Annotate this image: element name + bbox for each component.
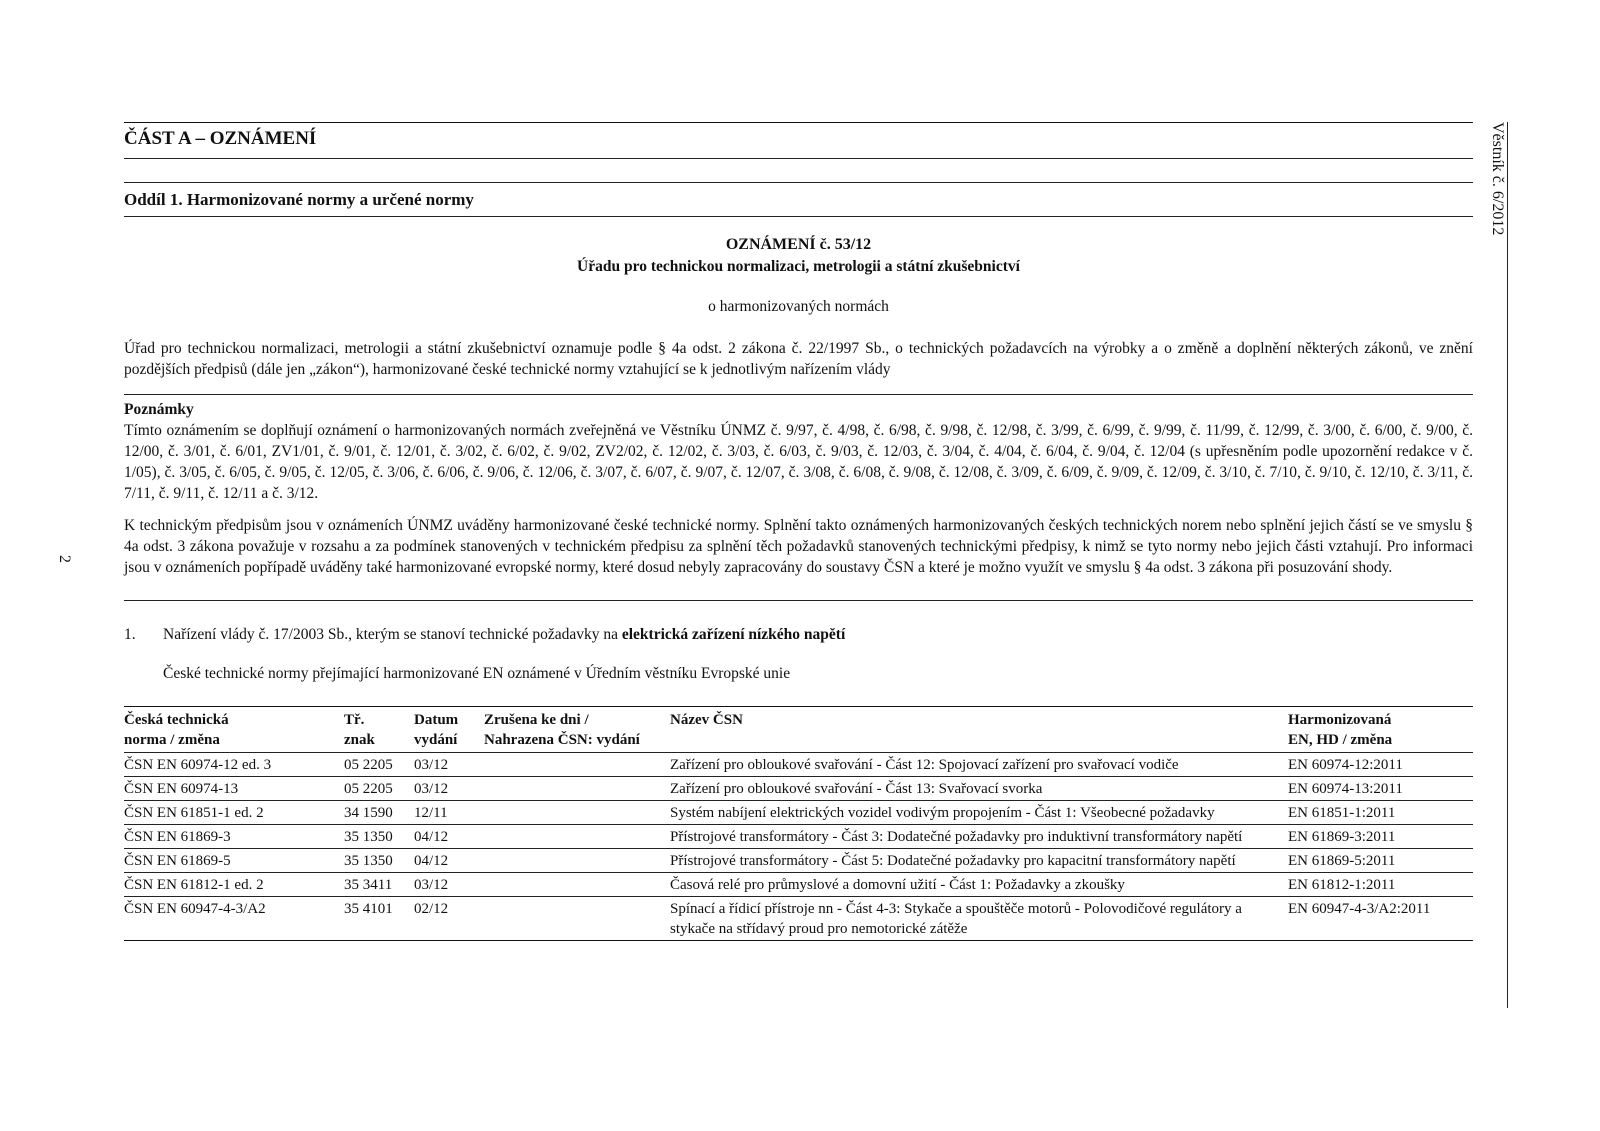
cell-date: 02/12: [414, 897, 484, 941]
cell-class: 34 1590: [344, 801, 414, 825]
cell-date: 03/12: [414, 753, 484, 777]
notice-number: OZNÁMENÍ č. 53/12: [725, 236, 872, 253]
item-number: 1.: [124, 626, 136, 643]
cell-date: 04/12: [414, 825, 484, 849]
section-title-rule-top: [124, 182, 1473, 183]
item-subtitle: České technické normy přejímající harmonizované EN oznámené v Úředním věstníku Evropské unie: [163, 665, 791, 682]
cell-norm: ČSN EN 61869-5: [124, 849, 344, 873]
cell-name: Spínací a řídicí přístroje nn - Část 4-3: Stykače a spouštěče motorů - Polovodičové regulátory a stykače na střídavý proud pro nemotorické zátěže: [670, 897, 1288, 941]
cell-date: 03/12: [414, 777, 484, 801]
header-name: Název ČSN: [670, 707, 1288, 753]
cell-norm: ČSN EN 61869-3: [124, 825, 344, 849]
table-row: [124, 897, 1473, 941]
notes-body: Tímto oznámením se doplňují oznámení o harmonizovaných normách zveřejněná ve Věstníku ÚNMZ č. 9/97, č. 4/98, č. 6/98, č. 9/98, č. 12/98, č. 3/99, č. 6/99, č. 9/99, č. 11/99, č. 12/99, č. 3/00, č. 6/00, č. 9/00, č. 12/00, č. 3/01, č. 6/01, ZV1/01, č. 9/01, č. 12/01, č. 3/02, č. 6/02, č. 9/02, ZV2/02, č. 12/02, č. 3/03, č. 6/03, č. 9/03, č. 12/03, č. 3/04, č. 4/04, č. 6/04, č. 9/04, č. 12/04 (s upřesněním podle upozornění redakce v č. 1/05), č. 3/05, č. 6/05, č. 9/05, č. 12/05, č. 3/06, č. 6/06, č. 9/06, č. 12/06, č. 3/07, č. 6/07, č. 9/07, č. 12/07, č. 3/08, č. 6/08, č. 9/08, č. 12/08, č. 3/09, č. 6/09, č. 9/09, č. 12/09, č. 3/10, č. 7/10, č. 9/10, č. 12/10, č. 3/11, č. 7/11, č. 9/11, č. 12/11 a č. 3/12.: [124, 422, 1473, 502]
cell-cancelled: [484, 873, 670, 897]
cell-harmonized: EN 61869-3:2011: [1288, 825, 1473, 849]
table-row: [124, 753, 1473, 777]
table-header-row: [124, 707, 1473, 753]
cell-harmonized: EN 61869-5:2011: [1288, 849, 1473, 873]
table-row: [124, 873, 1473, 897]
item-text-prefix: Nařízení vlády č. 17/2003 Sb., kterým se stanoví technické požadavky na: [163, 626, 622, 643]
cell-class: 35 3411: [344, 873, 414, 897]
cell-name: Časová relé pro průmyslové a domovní užití - Část 1: Požadavky a zkoušky: [670, 873, 1288, 897]
table-row: [124, 801, 1473, 825]
cell-harmonized: EN 60974-13:2011: [1288, 777, 1473, 801]
notice-issuer: Úřadu pro technickou normalizaci, metrologii a státní zkušebnictví: [577, 258, 1020, 275]
page-number: 2: [56, 555, 73, 563]
part-title-rule-top: [124, 122, 1473, 123]
table-row: [124, 777, 1473, 801]
header-date: Datum vydání: [414, 707, 484, 753]
part-title: ČÁST A – OZNÁMENÍ: [124, 128, 317, 149]
header-norm: Česká technická norma / změna: [124, 707, 344, 753]
table-row: [124, 825, 1473, 849]
cell-harmonized: EN 61851-1:2011: [1288, 801, 1473, 825]
cell-date: 04/12: [414, 849, 484, 873]
notice-intro: Úřad pro technickou normalizaci, metrologii a státní zkušebnictví oznamuje podle § 4a odst. 2 zákona č. 22/1997 Sb., o technických požadavcích na výrobky a o změně a doplnění některých zákonů, ve znění pozdějších předpisů (dále jen „zákon“), harmonizované české technické normy vztahující se k jednotlivým nařízením vlády: [124, 340, 1473, 378]
cell-cancelled: [484, 897, 670, 941]
cell-date: 03/12: [414, 873, 484, 897]
cell-name: Přístrojové transformátory - Část 3: Dodatečné požadavky pro induktivní transformátory napětí: [670, 825, 1288, 849]
cell-class: 05 2205: [344, 777, 414, 801]
cell-cancelled: [484, 801, 670, 825]
cell-harmonized: EN 61812-1:2011: [1288, 873, 1473, 897]
notes-title: Poznámky: [124, 401, 194, 418]
header-cancelled: Zrušena ke dni / Nahrazena ČSN: vydání: [484, 707, 670, 753]
cell-class: 35 4101: [344, 897, 414, 941]
cell-cancelled: [484, 825, 670, 849]
section-title-rule-bottom: [124, 216, 1473, 217]
header-harmonized: Harmonizovaná EN, HD / změna: [1288, 707, 1473, 753]
cell-norm: ČSN EN 61812-1 ed. 2: [124, 873, 344, 897]
norms-table: [124, 706, 1473, 941]
notice-subject: o harmonizovaných normách: [708, 298, 889, 315]
notes-rule-top: [124, 394, 1473, 395]
cell-norm: ČSN EN 61851-1 ed. 2: [124, 801, 344, 825]
section-title: Oddíl 1. Harmonizované normy a určené normy: [124, 190, 474, 209]
part-title-rule-bottom: [124, 158, 1473, 159]
cell-class: 35 1350: [344, 825, 414, 849]
cell-name: Zařízení pro obloukové svařování - Část 12: Spojovací zařízení pro svařovací vodiče: [670, 753, 1288, 777]
cell-name: Zařízení pro obloukové svařování - Část 13: Svařovací svorka: [670, 777, 1288, 801]
cell-cancelled: [484, 849, 670, 873]
cell-harmonized: EN 60947-4-3/A2:2011: [1288, 897, 1473, 941]
cell-name: Systém nabíjení elektrických vozidel vodivým propojením - Část 1: Všeobecné požadavky: [670, 801, 1288, 825]
notes-rule-bottom: [124, 600, 1473, 601]
notes-paragraph-2: K technickým předpisům jsou v oznámeních ÚNMZ uváděny harmonizované české technické normy. Splnění takto oznámených harmonizovaných českých technických norem nebo splnění jejich částí se ve smyslu § 4a odst. 3 zákona považuje v rozsahu a za podmínek stanovených v technickém předpisu za splnění těch požadavků stanovených technickými předpisy, k nimž se tyto normy nebo jejich části vztahují. Pro informaci jsou v oznámeních popřípadě uváděny také harmonizované evropské normy, které dosud nebyly zapracovány do soustavy ČSN a které je možno využít ve smyslu § 4a odst. 3 zákona při posuzování shody.: [124, 517, 1473, 576]
cell-cancelled: [484, 777, 670, 801]
cell-class: 35 1350: [344, 849, 414, 873]
cell-harmonized: EN 60974-12:2011: [1288, 753, 1473, 777]
table-row: [124, 849, 1473, 873]
cell-name: Přístrojové transformátory - Část 5: Dodatečné požadavky pro kapacitní transformátory napětí: [670, 849, 1288, 873]
header-class: Tř. znak: [344, 707, 414, 753]
side-rule: [1507, 122, 1508, 1008]
bulletin-side-label: Věstník č. 6/2012: [1489, 122, 1506, 236]
item-text: [163, 624, 845, 645]
cell-cancelled: [484, 753, 670, 777]
cell-norm: ČSN EN 60974-13: [124, 777, 344, 801]
cell-class: 05 2205: [344, 753, 414, 777]
cell-norm: ČSN EN 60974-12 ed. 3: [124, 753, 344, 777]
cell-date: 12/11: [414, 801, 484, 825]
item-text-bold: elektrická zařízení nízkého napětí: [621, 626, 846, 643]
cell-norm: ČSN EN 60947-4-3/A2: [124, 897, 344, 941]
